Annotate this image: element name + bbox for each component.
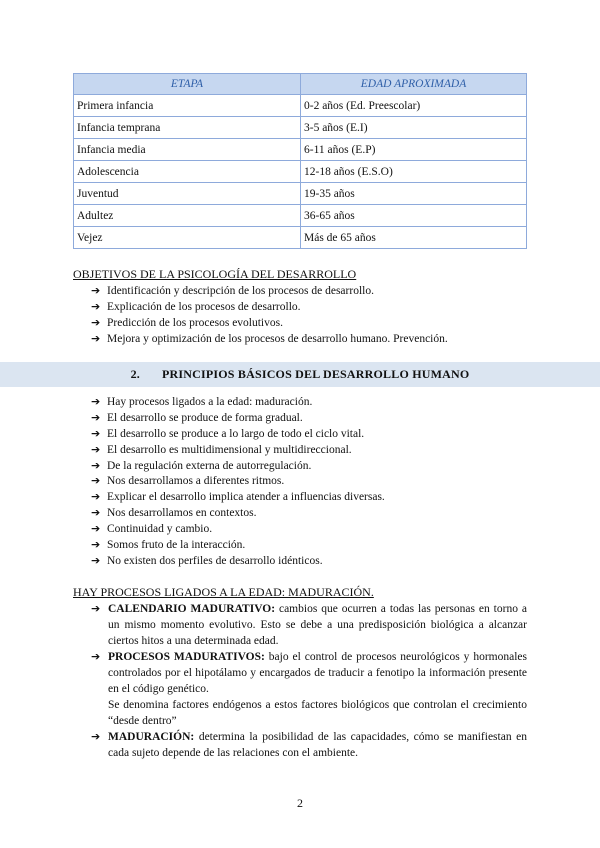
table-row [74, 227, 527, 249]
section-title: PRINCIPIOS BÁSICOS DEL DESARROLLO HUMANO [162, 367, 470, 381]
table-cell-age: 12-18 años (E.S.O) [301, 161, 527, 183]
arrow-icon: ➔ [91, 299, 101, 313]
arrow-icon: ➔ [91, 331, 101, 345]
arrow-icon: ➔ [91, 458, 101, 472]
table-cell-stage: Adultez [74, 205, 301, 227]
list-item: ➔ PROCESOS MADURATIVOS: bajo el control de procesos neurológicos y hormonales controlados por el hipotálamo y encargados de traducir a fenotipo la información presente en el código genético. [91, 650, 528, 695]
objectives-list [91, 283, 448, 347]
table-cell-age: 19-35 años [301, 183, 527, 205]
table-cell-stage: Vejez [74, 227, 301, 249]
list-item: ➔ Mejora y optimización de los procesos de desarrollo humano. Prevención. [91, 331, 448, 345]
table-cell-stage: Infancia media [74, 139, 301, 161]
principles-list [91, 394, 385, 569]
list-item: ➔ Continuidad y cambio. [91, 522, 213, 536]
list-item: ➔ Identificación y descripción de los procesos de desarrollo. [91, 284, 374, 297]
list-item: ➔ Nos desarrollamos en contextos. [91, 506, 257, 520]
arrow-icon: ➔ [91, 395, 101, 408]
table-cell-age: 36-65 años [301, 205, 527, 227]
term: CALENDARIO MADURATIVO: [108, 603, 276, 615]
table-row [74, 183, 527, 205]
table-row [74, 139, 527, 161]
arrow-icon: ➔ [91, 730, 101, 743]
stages-table [73, 73, 527, 249]
arrow-icon: ➔ [91, 522, 101, 536]
table-cell-age: 6-11 años (E.P) [301, 139, 527, 161]
table-row [74, 95, 527, 117]
list-item: ➔ No existen dos perfiles de desarrollo idénticos. [91, 553, 323, 567]
list-item: ➔ Somos fruto de la interacción. [91, 538, 246, 552]
list-item: ➔ MADURACIÓN: determina la posibilidad de las capacidades, cómo se manifiestan en cada sujeto depende de las relaciones con el ambiente. [91, 730, 527, 759]
list-item: ➔ Hay procesos ligados a la edad: maduración. [91, 395, 313, 408]
list-item: ➔ Nos desarrollamos a diferentes ritmos. [91, 474, 285, 488]
arrow-icon: ➔ [91, 284, 101, 297]
arrow-icon: ➔ [91, 474, 101, 488]
arrow-icon: ➔ [91, 538, 101, 552]
list-item: ➔ El desarrollo se produce a lo largo de todo el ciclo vital. [91, 426, 365, 440]
table-header-age: EDAD APROXIMADA [301, 74, 527, 95]
arrow-icon: ➔ [91, 315, 101, 329]
table-cell-stage: Primera infancia [74, 95, 301, 117]
arrow-icon: ➔ [91, 426, 101, 440]
term: MADURACIÓN: [108, 731, 195, 743]
table-row [74, 205, 527, 227]
objectives-title: OBJETIVOS DE LA PSICOLOGÍA DEL DESARROLLO [73, 267, 357, 281]
paragraph: Se denomina factores endógenos a estos factores biológicos que controlan el crecimiento “desde dentro” [108, 699, 527, 727]
list-item: ➔ Predicción de los procesos evolutivos. [91, 315, 283, 329]
arrow-icon: ➔ [91, 650, 101, 663]
maturation-list [91, 601, 527, 761]
arrow-icon: ➔ [91, 553, 101, 567]
table-row [74, 161, 527, 183]
arrow-icon: ➔ [91, 442, 101, 456]
table-cell-age: 3-5 años (E.I) [301, 117, 527, 139]
list-item: ➔ El desarrollo es multidimensional y multidireccional. [91, 442, 352, 456]
maturation-title: HAY PROCESOS LIGADOS A LA EDAD: MADURACIÓN. [73, 585, 374, 599]
arrow-icon: ➔ [91, 410, 101, 424]
list-item: ➔ De la regulación externa de autorregulación. [91, 458, 312, 472]
section-heading [0, 362, 600, 387]
section-number: 2. [130, 367, 140, 381]
table-cell-stage: Adolescencia [74, 161, 301, 183]
table-cell-age: 0-2 años (Ed. Preescolar) [301, 95, 527, 117]
table-cell-stage: Infancia temprana [74, 117, 301, 139]
list-item: ➔ CALENDARIO MADURATIVO: cambios que ocurren a todas las personas en torno a un mismo momento evolutivo. Esto se debe a una predisposición biológica a alcanzar ciertos hitos a una determinada edad. [91, 602, 527, 647]
table-row [74, 117, 527, 139]
arrow-icon: ➔ [91, 602, 101, 615]
table-cell-age: Más de 65 años [301, 227, 527, 249]
table-cell-stage: Juventud [74, 183, 301, 205]
table-header-stage: ETAPA [74, 74, 301, 95]
arrow-icon: ➔ [91, 506, 101, 520]
page-number: 2 [297, 796, 303, 810]
list-item: ➔ Explicar el desarrollo implica atender a influencias diversas. [91, 490, 385, 504]
term: PROCESOS MADURATIVOS: [108, 651, 265, 663]
list-item: ➔ Explicación de los procesos de desarrollo. [91, 299, 301, 313]
arrow-icon: ➔ [91, 490, 101, 504]
table-header-row [74, 74, 527, 95]
list-item: ➔ El desarrollo se produce de forma gradual. [91, 410, 303, 424]
